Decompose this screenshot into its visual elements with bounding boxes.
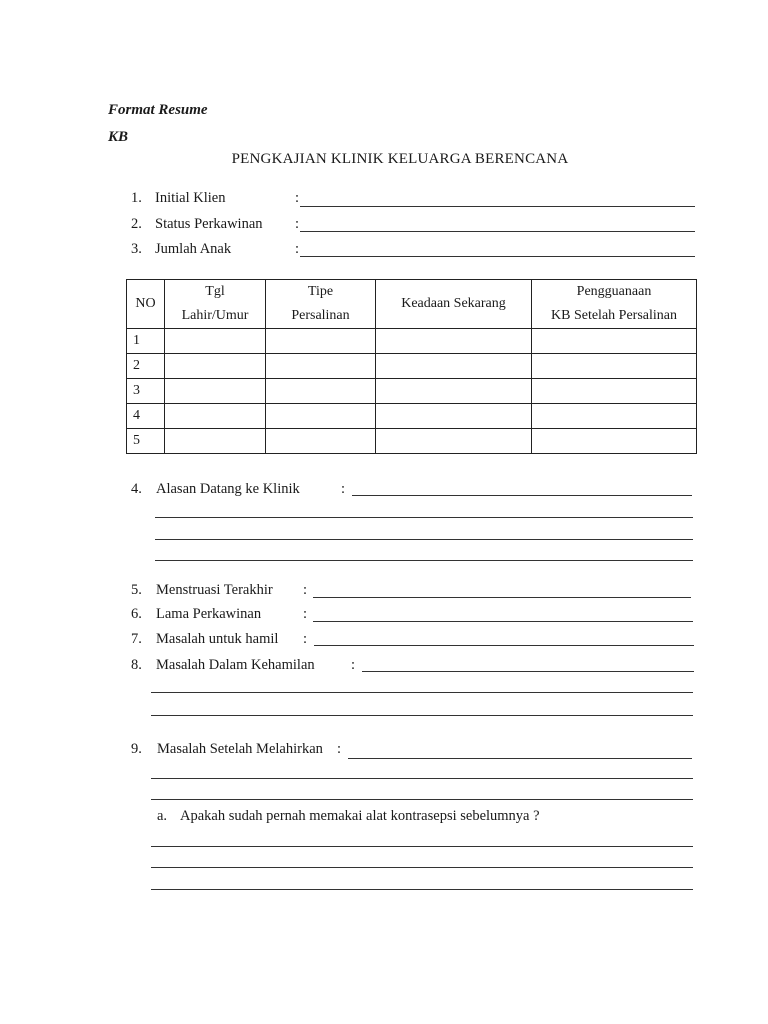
kontrasepsi-input-line[interactable] xyxy=(151,867,693,868)
kontrasepsi-input-line[interactable] xyxy=(151,889,693,890)
masalah-hamil-input-line[interactable] xyxy=(314,645,694,646)
field-separator: : xyxy=(303,606,308,622)
masalah-kehamilan-input-line[interactable] xyxy=(151,692,693,693)
cell-tipe[interactable] xyxy=(266,379,376,404)
masalah-melahirkan-input-line[interactable] xyxy=(151,799,693,800)
field-label: Masalah Setelah Melahirkan xyxy=(157,741,323,757)
field-separator: : xyxy=(303,631,308,647)
header-keadaan: Keadaan Sekarang xyxy=(376,280,532,329)
cell-tgl[interactable] xyxy=(165,329,266,354)
header-kb-line1: Pengguanaan xyxy=(576,284,652,299)
table-row xyxy=(127,429,697,454)
header-tipe xyxy=(266,280,376,329)
question-letter: a. xyxy=(157,808,168,824)
table-row xyxy=(127,379,697,404)
row-number: 5 xyxy=(127,429,165,454)
header-no: NO xyxy=(127,280,165,329)
field-number: 2. xyxy=(131,216,142,232)
cell-kb[interactable] xyxy=(532,329,697,354)
field-separator: : xyxy=(295,216,300,232)
cell-tipe[interactable] xyxy=(266,429,376,454)
question-text: Apakah sudah pernah memakai alat kontrasepsi sebelumnya ? xyxy=(180,808,540,824)
field-number: 5. xyxy=(131,582,142,598)
field-label: Lama Perkawinan xyxy=(156,606,262,622)
cell-kb[interactable] xyxy=(532,404,697,429)
field-label: Initial Klien xyxy=(155,190,226,206)
field-separator: : xyxy=(295,241,300,257)
cell-tipe[interactable] xyxy=(266,404,376,429)
field-separator: : xyxy=(341,481,346,497)
header-tgl-line1: Tgl xyxy=(205,284,225,299)
cell-tgl[interactable] xyxy=(165,429,266,454)
masalah-melahirkan-input-line[interactable] xyxy=(151,778,693,779)
masalah-melahirkan-input-line[interactable] xyxy=(348,758,692,759)
table-header-row xyxy=(127,280,697,329)
kontrasepsi-input-line[interactable] xyxy=(151,846,693,847)
field-separator: : xyxy=(295,190,300,206)
alasan-input-line[interactable] xyxy=(155,517,693,518)
cell-keadaan[interactable] xyxy=(376,329,532,354)
masalah-kehamilan-input-line[interactable] xyxy=(151,715,693,716)
cell-keadaan[interactable] xyxy=(376,404,532,429)
field-label: Alasan Datang ke Klinik xyxy=(156,481,300,497)
kb-heading: KB xyxy=(108,129,129,145)
field-number: 6. xyxy=(131,606,142,622)
cell-kb[interactable] xyxy=(532,354,697,379)
header-kb xyxy=(532,280,697,329)
field-label: Masalah untuk hamil xyxy=(156,631,279,647)
format-resume-heading: Format Resume xyxy=(108,102,208,118)
field-label: Masalah Dalam Kehamilan xyxy=(156,657,315,673)
page-title: PENGKAJIAN KLINIK KELUARGA BERENCANA xyxy=(231,151,569,167)
table-row xyxy=(127,354,697,379)
row-number: 3 xyxy=(127,379,165,404)
field-number: 8. xyxy=(131,657,142,673)
field-number: 9. xyxy=(131,741,142,757)
masalah-kehamilan-input-line[interactable] xyxy=(362,671,694,672)
cell-tipe[interactable] xyxy=(266,354,376,379)
header-tipe-line2: Persalinan xyxy=(291,308,350,323)
alasan-input-line[interactable] xyxy=(155,560,693,561)
row-number: 2 xyxy=(127,354,165,379)
cell-tipe[interactable] xyxy=(266,329,376,354)
table-row xyxy=(127,329,697,354)
row-number: 1 xyxy=(127,329,165,354)
status-perkawinan-input-line[interactable] xyxy=(300,231,695,232)
cell-keadaan[interactable] xyxy=(376,379,532,404)
field-separator: : xyxy=(351,657,356,673)
children-table xyxy=(126,279,697,454)
cell-tgl[interactable] xyxy=(165,404,266,429)
initial-klien-input-line[interactable] xyxy=(300,206,695,207)
cell-tgl[interactable] xyxy=(165,354,266,379)
header-tgl xyxy=(165,280,266,329)
field-number: 3. xyxy=(131,241,142,257)
field-number: 4. xyxy=(131,481,142,497)
table-row xyxy=(127,404,697,429)
field-number: 7. xyxy=(131,631,142,647)
field-label: Menstruasi Terakhir xyxy=(156,582,273,598)
field-label: Status Perkawinan xyxy=(155,216,263,232)
lama-perkawinan-input-line[interactable] xyxy=(313,621,693,622)
cell-tgl[interactable] xyxy=(165,379,266,404)
cell-kb[interactable] xyxy=(532,379,697,404)
field-separator: : xyxy=(337,741,342,757)
field-separator: : xyxy=(303,582,308,598)
cell-kb[interactable] xyxy=(532,429,697,454)
field-label: Jumlah Anak xyxy=(155,241,232,257)
alasan-input-line[interactable] xyxy=(352,495,692,496)
cell-keadaan[interactable] xyxy=(376,429,532,454)
header-tipe-line1: Tipe xyxy=(307,284,334,299)
alasan-input-line[interactable] xyxy=(155,539,693,540)
menstruasi-input-line[interactable] xyxy=(313,597,691,598)
header-kb-line2: KB Setelah Persalinan xyxy=(551,308,677,323)
jumlah-anak-input-line[interactable] xyxy=(300,256,695,257)
field-number: 1. xyxy=(131,190,142,206)
row-number: 4 xyxy=(127,404,165,429)
header-tgl-line2: Lahir/Umur xyxy=(181,308,249,323)
cell-keadaan[interactable] xyxy=(376,354,532,379)
